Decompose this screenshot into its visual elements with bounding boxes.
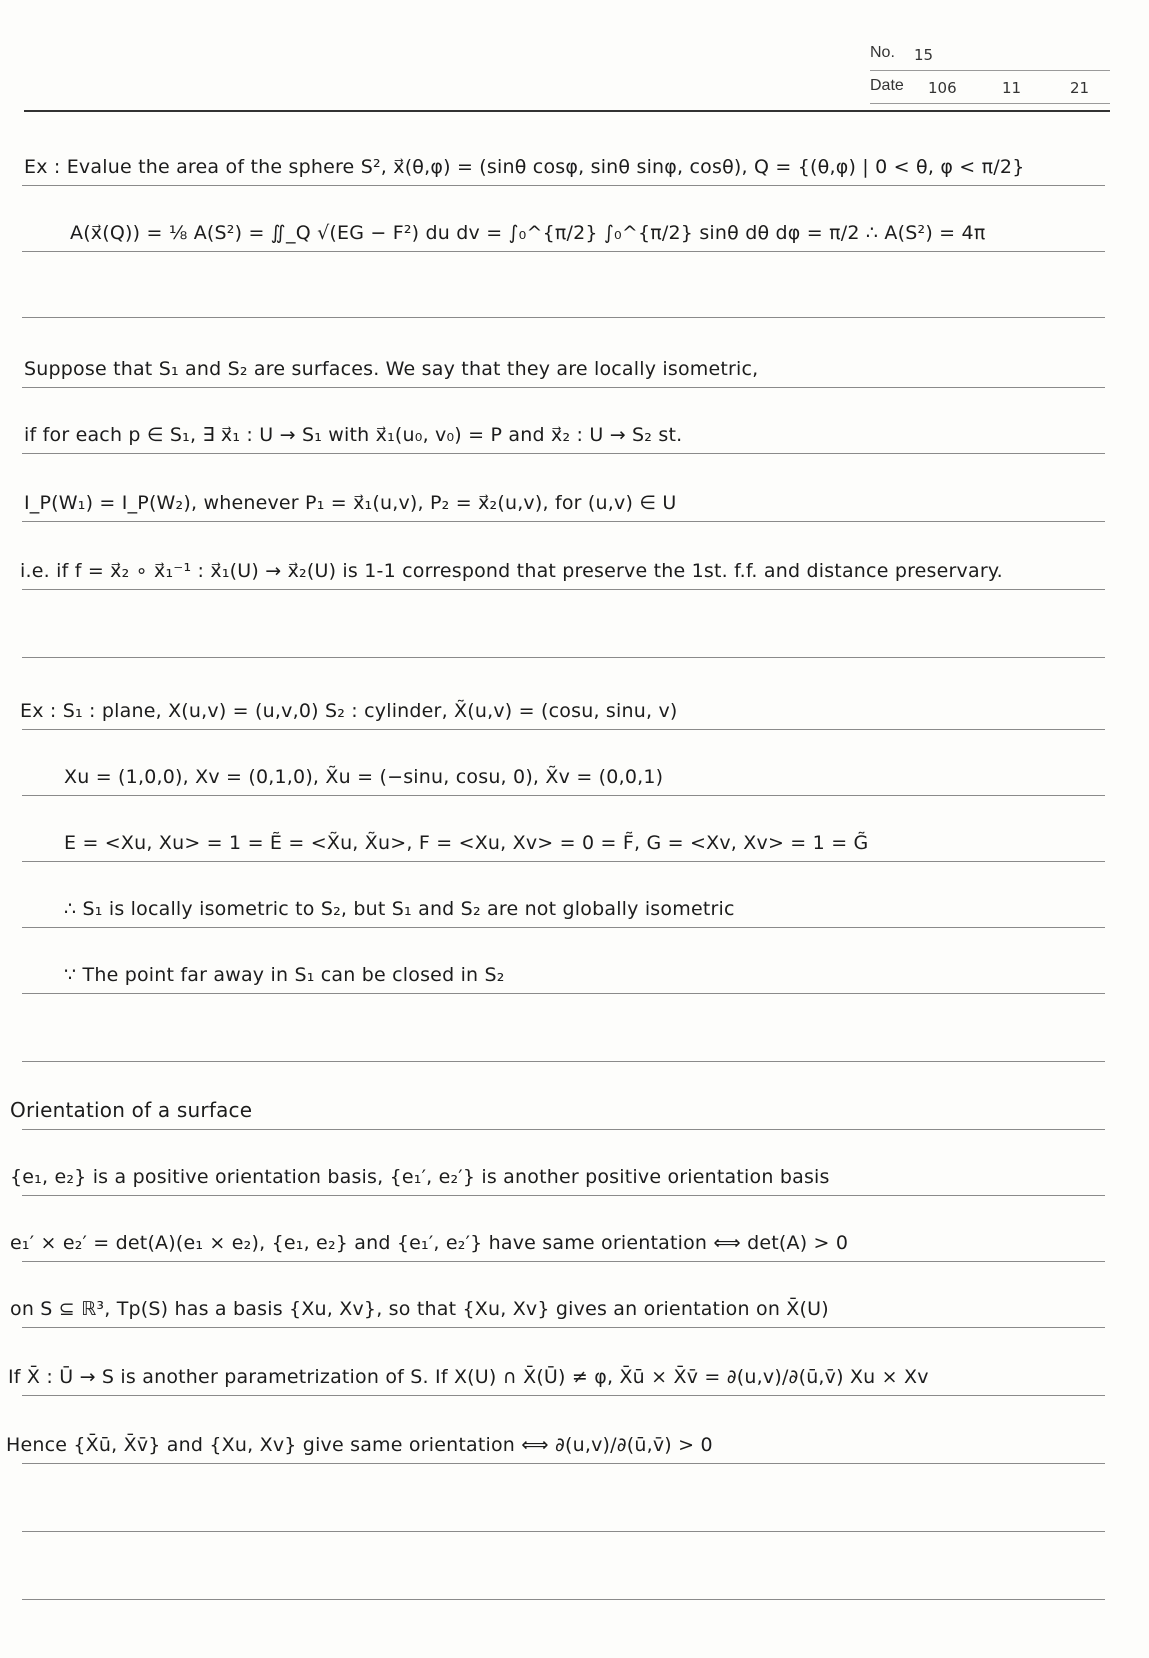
date-year: 106 bbox=[928, 79, 957, 97]
ex2-partials-line bbox=[0, 742, 1149, 802]
date-row bbox=[870, 71, 1110, 104]
orientation-heading-line bbox=[0, 1076, 1149, 1136]
ruled-line bbox=[22, 1327, 1105, 1328]
orientation-text-1: {e₁, e₂} is a positive orientation basis, {e₁′, e₂′} is another positive orientation basis bbox=[10, 1166, 830, 1188]
isometric-def-text-4: i.e. if f = x⃗₂ ∘ x⃗₁⁻¹ : x⃗₁(U) → x⃗₂(U) is 1-1 correspond that preserve the 1st. f.f. and distance preservary. bbox=[20, 560, 1003, 582]
ruled-line bbox=[22, 729, 1105, 730]
page-header bbox=[870, 38, 1110, 108]
date-label: Date bbox=[870, 77, 904, 94]
ruled-line bbox=[22, 861, 1105, 862]
orientation-line-3 bbox=[0, 1274, 1149, 1334]
orientation-line-1 bbox=[0, 1142, 1149, 1202]
ruled-line bbox=[22, 1531, 1105, 1532]
ruled-line bbox=[22, 795, 1105, 796]
ex2-title-line bbox=[0, 676, 1149, 736]
blank-line bbox=[0, 1008, 1149, 1068]
blank-line bbox=[0, 264, 1149, 324]
ruled-line bbox=[22, 657, 1105, 658]
orientation-line-5 bbox=[0, 1410, 1149, 1470]
number-row bbox=[870, 38, 1110, 71]
ex2-fff-text: E = <Xu, Xu> = 1 = Ẽ = <X̃u, X̃u>, F = <Xu, Xv> = 0 = F̃, G = <Xv, Xv> = 1 = G̃ bbox=[64, 832, 869, 854]
date-month: 11 bbox=[1002, 79, 1022, 97]
ruled-line bbox=[22, 589, 1105, 590]
ruled-line bbox=[22, 1195, 1105, 1196]
ex2-reason-text: ∵ The point far away in S₁ can be closed in S₂ bbox=[64, 964, 505, 986]
isometric-def-text-3: I_P(W₁) = I_P(W₂), whenever P₁ = x⃗₁(u,v), P₂ = x⃗₂(u,v), for (u,v) ∈ U bbox=[24, 492, 677, 514]
ruled-line bbox=[22, 927, 1105, 928]
ex2-reason-line bbox=[0, 940, 1149, 1000]
ex2-title-text: Ex : S₁ : plane, X(u,v) = (u,v,0) S₂ : cylinder, X̃(u,v) = (cosu, sinu, v) bbox=[20, 700, 678, 722]
isometric-def-line-3 bbox=[0, 468, 1149, 528]
section-heading: Orientation of a surface bbox=[10, 1098, 253, 1122]
ruled-line bbox=[22, 453, 1105, 454]
no-label: No. bbox=[870, 44, 895, 61]
orientation-text-5: Hence {X̄ū, X̄v̄} and {Xu, Xv} give same orientation ⟺ ∂(u,v)/∂(ū,v̄) > 0 bbox=[6, 1434, 713, 1456]
orientation-text-3: on S ⊆ ℝ³, Tp(S) has a basis {Xu, Xv}, so that {Xu, Xv} gives an orientation on X̄(U) bbox=[10, 1298, 829, 1320]
ruled-line bbox=[22, 1395, 1105, 1396]
ruled-line bbox=[22, 317, 1105, 318]
ruled-line bbox=[22, 1599, 1105, 1600]
ex1-calc-line bbox=[0, 198, 1149, 258]
ex1-title-text: Ex : Evalue the area of the sphere S², x⃗(θ,φ) = (sinθ cosφ, sinθ sinφ, cosθ), Q = {(θ,φ) | 0 < θ, φ < π/2} bbox=[24, 156, 1025, 178]
ex1-calc-text: A(x⃗(Q)) = ⅛ A(S²) = ∬_Q √(EG − F²) du dv = ∫₀^{π/2} ∫₀^{π/2} sinθ dθ dφ = π/2 ∴ A(S²) = 4π bbox=[70, 222, 986, 244]
ruled-line bbox=[22, 387, 1105, 388]
blank-line bbox=[0, 1478, 1149, 1538]
orientation-line-2 bbox=[0, 1208, 1149, 1268]
ex1-title-line bbox=[0, 132, 1149, 192]
ruled-line bbox=[22, 521, 1105, 522]
ruled-line bbox=[22, 993, 1105, 994]
top-rule bbox=[24, 110, 1110, 112]
orientation-text-2: e₁′ × e₂′ = det(A)(e₁ × e₂), {e₁, e₂} and {e₁′, e₂′} have same orientation ⟺ det(A) > 0 bbox=[10, 1232, 849, 1254]
isometric-def-text-2: if for each p ∈ S₁, ∃ x⃗₁ : U → S₁ with x⃗₁(u₀, v₀) = P and x⃗₂ : U → S₂ st. bbox=[24, 424, 683, 446]
isometric-def-line-4 bbox=[0, 536, 1149, 596]
ex2-conclusion-text: ∴ S₁ is locally isometric to S₂, but S₁ and S₂ are not globally isometric bbox=[64, 898, 735, 920]
ex2-conclusion-line bbox=[0, 874, 1149, 934]
ruled-line bbox=[22, 1261, 1105, 1262]
isometric-def-line-1 bbox=[0, 334, 1149, 394]
date-day: 21 bbox=[1070, 79, 1090, 97]
blank-line bbox=[0, 1546, 1149, 1606]
ex2-fff-line bbox=[0, 808, 1149, 868]
ruled-line bbox=[22, 251, 1105, 252]
ex2-partials-text: Xu = (1,0,0), Xv = (0,1,0), X̃u = (−sinu, cosu, 0), X̃v = (0,0,1) bbox=[64, 766, 664, 788]
ruled-line bbox=[22, 185, 1105, 186]
isometric-def-line-2 bbox=[0, 400, 1149, 460]
orientation-text-4: If X̄ : Ū → S is another parametrization of S. If X(U) ∩ X̄(Ū) ≠ φ, X̄ū × X̄v̄ = ∂(u,v)/∂(ū,v̄) Xu × Xv bbox=[8, 1366, 929, 1388]
no-value: 15 bbox=[914, 46, 934, 64]
ruled-line bbox=[22, 1463, 1105, 1464]
orientation-line-4 bbox=[0, 1342, 1149, 1402]
ruled-line bbox=[22, 1061, 1105, 1062]
ruled-line bbox=[22, 1129, 1105, 1130]
blank-line bbox=[0, 604, 1149, 664]
isometric-def-text-1: Suppose that S₁ and S₂ are surfaces. We say that they are locally isometric, bbox=[24, 358, 759, 380]
